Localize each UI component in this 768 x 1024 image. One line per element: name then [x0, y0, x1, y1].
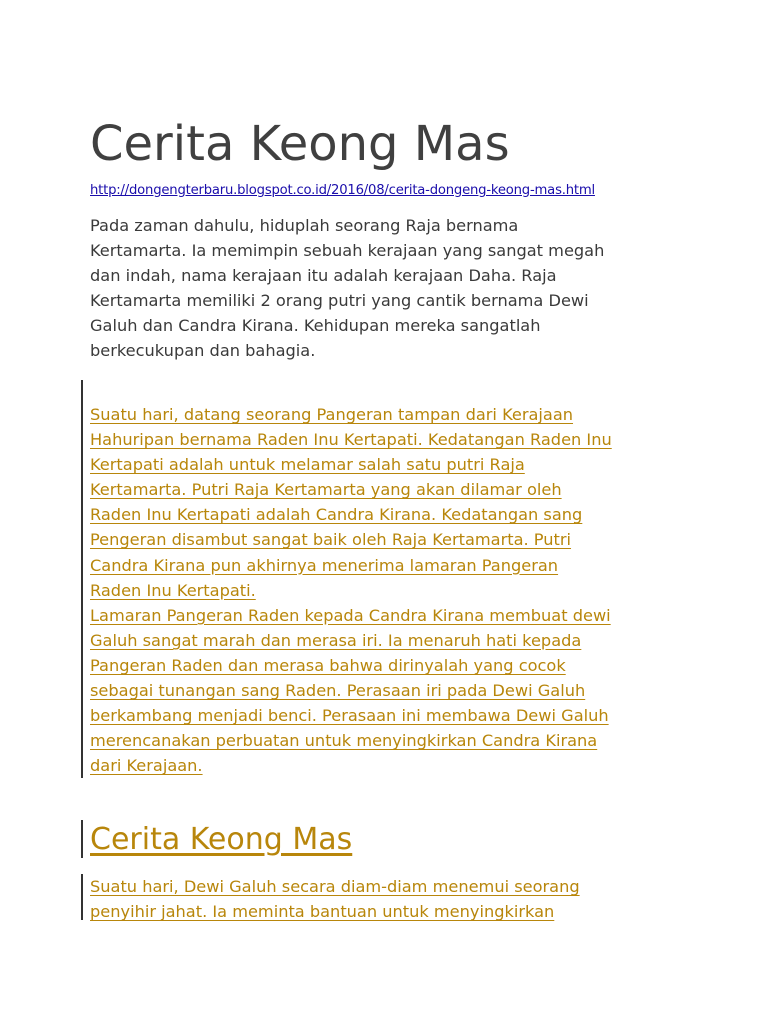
source-link[interactable]: http://dongengterbaru.blogspot.co.id/2016/08/cerita-dongeng-keong-mas.html	[90, 183, 595, 198]
change-bar	[81, 380, 83, 778]
story-paragraph-2[interactable]	[90, 874, 580, 924]
story-line: Candra Kirana pun akhirnya menerima lamaran Pangeran	[90, 555, 559, 575]
story-line: Suatu hari, datang seorang Pangeran tampan dari Kerajaan	[90, 405, 574, 424]
story-line: Suatu hari, Dewi Galuh secara diam-diam menemui seorang	[90, 877, 580, 896]
story-line: penyihir jahat. Ia meminta bantuan untuk menyingkirkan	[90, 902, 555, 922]
story-line: dari Kerajaan.	[90, 756, 203, 776]
intro-line: berkecukupan dan bahagia.	[90, 341, 316, 360]
story-line: Hahuripan bernama Raden Inu Kertapati. Kedatangan Raden Inu	[90, 430, 612, 450]
story-line: Galuh sangat marah dan merasa iri. Ia menaruh hati kepada	[90, 630, 582, 650]
story-line: Pangeran Raden dan merasa bahwa dirinyalah yang cocok	[90, 655, 566, 675]
story-line: Lamaran Pangeran Raden kepada Candra Kirana membuat dewi	[90, 605, 611, 625]
intro-line: dan indah, nama kerajaan itu adalah kerajaan Daha. Raja	[90, 266, 557, 285]
change-bar	[81, 874, 83, 920]
intro-line: Kertamarta memiliki 2 orang putri yang cantik bernama Dewi	[90, 291, 589, 310]
page-title: Cerita Keong Mas	[90, 116, 510, 172]
story-line: Pengeran disambut sangat baik oleh Raja Kertamarta. Putri	[90, 530, 572, 550]
story-line: sebagai tunangan sang Raden. Perasaan iri pada Dewi Galuh	[90, 681, 586, 701]
story-line: Raden Inu Kertapati.	[90, 580, 256, 600]
section-heading-text: Cerita Keong Mas	[90, 822, 353, 857]
story-line: Kertamarta. Putri Raja Kertamarta yang akan dilamar oleh	[90, 480, 562, 500]
story-line: merencanakan perbuatan untuk menyingkirkan Candra Kirana	[90, 731, 598, 751]
change-bar	[81, 820, 83, 858]
intro-paragraph	[90, 213, 690, 363]
section-heading[interactable]	[90, 818, 352, 862]
story-line: Kertapati adalah untuk melamar salah satu putri Raja	[90, 455, 525, 475]
intro-line: Galuh dan Candra Kirana. Kehidupan mereka sangatlah	[90, 316, 541, 335]
intro-line: Kertamarta. Ia memimpin sebuah kerajaan yang sangat megah	[90, 241, 605, 260]
story-line: berkambang menjadi benci. Perasaan ini membawa Dewi Galuh	[90, 706, 609, 726]
story-line: Raden Inu Kertapati adalah Candra Kirana. Kedatangan sang	[90, 505, 583, 525]
intro-line: Pada zaman dahulu, hiduplah seorang Raja bernama	[90, 216, 519, 235]
story-paragraph[interactable]	[90, 402, 612, 778]
